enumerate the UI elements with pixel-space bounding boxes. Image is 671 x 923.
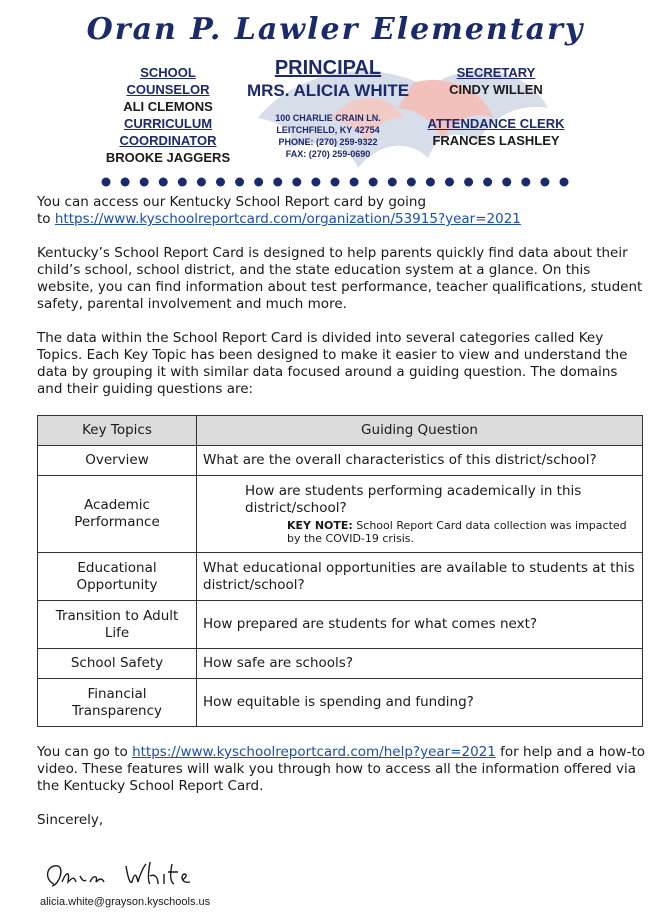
topic-cell: Overview [38,446,197,476]
divider-dot [540,178,549,187]
divider-dot [426,178,435,187]
divider-dot [560,178,569,187]
divider-dot [502,178,511,187]
secretary-role: SECRETARY [456,65,536,80]
divider-dot [159,178,168,187]
principal-name: MRS. ALICIA WHITE [246,81,410,100]
divider-dot [369,178,378,187]
question-cell: What are the overall characteristics of this district/school? [197,446,643,476]
topic-cell: Financial Transparency [38,679,197,727]
divider-dot [292,178,301,187]
question-cell [197,476,643,553]
topic-cell: Academic Performance [38,476,197,553]
address-fax: FAX: (270) 259-0690 [285,149,371,159]
school-counselor-role: SCHOOL COUNSELOR [126,65,210,97]
school-name: Oran P. Lawler Elementary [86,12,585,47]
divider-dot [140,178,149,187]
contact-email: alicia.white@grayson.kyschools.us [40,896,211,908]
closing: Sincerely, [37,812,104,828]
table-row [38,679,643,727]
question-cell: How safe are schools? [197,649,643,679]
table-row [38,446,643,476]
address-city: LEITCHFIELD, KY 42754 [276,125,380,135]
letter-body [37,194,647,846]
table-row [38,476,643,553]
curriculum-coordinator-block [100,115,236,166]
topic-cell: School Safety [38,649,197,679]
intro-paragraph [37,194,647,228]
divider-dot [388,178,397,187]
table-row [38,553,643,601]
divider-dot [273,178,282,187]
school-counselor-name: ALI CLEMONS [123,99,213,114]
divider-dot [331,178,340,187]
divider-dot [483,178,492,187]
help-link[interactable]: https://www.kyschoolreportcard.com/help?year=2021 [132,744,496,760]
dot-divider [100,176,570,188]
letterhead [0,0,671,200]
attendance-clerk-block [418,115,574,149]
divider-dot [197,178,206,187]
key-note-label: KEY NOTE: [287,519,353,532]
divider-dot [216,178,225,187]
academic-performance-question: How are students performing academically in this district/school? [245,483,582,516]
question-cell: How prepared are students for what comes next? [197,601,643,649]
topic-cell: Transition to Adult Life [38,601,197,649]
question-cell: What educational opportunities are available to students at this district/school? [197,553,643,601]
divider-dot [102,178,111,187]
school-counselor-block [100,64,236,115]
divider-dot [311,178,320,187]
topic-cell: Educational Opportunity [38,553,197,601]
divider-dot [407,178,416,187]
intro-line1: You can access our Kentucky School Report card by going [37,194,427,210]
divider-dot [445,178,454,187]
divider-dot [350,178,359,187]
key-note-text: School Report Card data collection was impacted by the COVID-19 crisis. [287,519,627,545]
divider-dot [178,178,187,187]
report-card-link[interactable]: https://www.kyschoolreportcard.com/organization/53915?year=2021 [54,211,521,227]
divider-dot [235,178,244,187]
help-paragraph [37,744,647,795]
address-phone: PHONE: (270) 259-9322 [278,137,378,147]
attendance-clerk-role: ATTENDANCE CLERK [427,116,565,131]
curriculum-role-line2: COORDINATOR [119,133,217,148]
key-note [203,519,636,545]
attendance-clerk-name: FRANCES LASHLEY [432,133,560,148]
school-address [262,112,394,160]
secretary-block [432,64,560,98]
intro-line2-prefix: to [37,211,55,227]
divider-dot [521,178,530,187]
divider-dot [464,178,473,187]
secretary-name: CINDY WILLEN [449,82,543,97]
help-prefix: You can go to [37,744,133,760]
curriculum-coordinator-name: BROOKE JAGGERS [105,150,231,165]
divider-dot [121,178,130,187]
key-topics-table [37,415,643,727]
header-key-topics: Key Topics [38,416,197,446]
header-guiding-question: Guiding Question [197,416,643,446]
report-card-description: Kentucky’s School Report Card is designed to help parents quickly find data about their child’s school, school district, and the state education system at a glance. On this website, you can find information about test performance, teacher qualifications, student safety, parental involvement and much more. [37,245,643,312]
address-street: 100 CHARLIE CRAIN LN. [275,113,381,123]
signature [40,856,230,896]
key-topics-description: The data within the School Report Card is divided into several categories called Key Topics. Each Key Topic has been designed to make it easier to view and understand the data by grouping it with similar data focused around a guiding question. The domains and their guiding questions are: [37,330,628,397]
table-header-row [38,416,643,446]
table-row [38,649,643,679]
curriculum-role-line1: CURRICULUM [123,116,213,131]
divider-dot [254,178,263,187]
help-suffix: for help and a how-to video. These features will walk you through how to access all the information offered via the Kentucky School Report Card. [37,744,646,794]
table-row [38,601,643,649]
principal-block [236,56,420,102]
principal-role: PRINCIPAL [274,57,382,79]
question-cell: How equitable is spending and funding? [197,679,643,727]
